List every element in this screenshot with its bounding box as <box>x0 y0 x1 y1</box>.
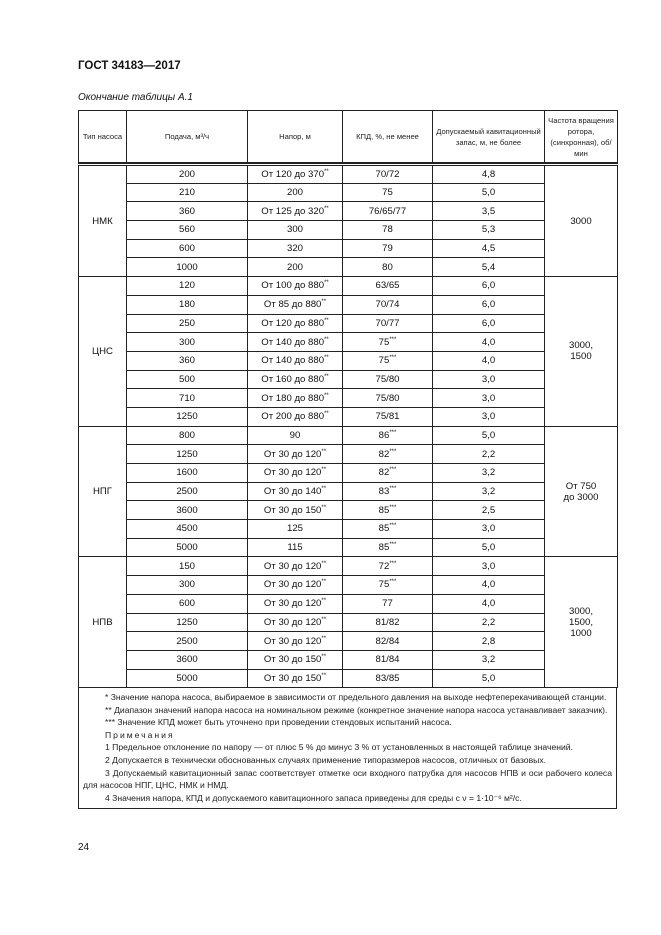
efficiency-cell <box>343 538 433 557</box>
npsh-cell: 4,0 <box>433 576 545 595</box>
efficiency-cell <box>343 389 433 408</box>
head-cell <box>248 669 343 688</box>
flow-cell: 150 <box>127 557 248 576</box>
efficiency-cell <box>343 576 433 595</box>
flow-cell: 120 <box>127 277 248 296</box>
table-caption: Окончание таблицы А.1 <box>78 92 193 103</box>
efficiency-footnote-mark: *** <box>389 429 397 436</box>
head-footnote-mark: ** <box>321 616 327 623</box>
head-cell <box>248 351 343 370</box>
efficiency-value: 85 <box>378 523 390 535</box>
page-number: 24 <box>78 842 90 853</box>
speed-line: 3000, <box>568 605 593 617</box>
npsh-cell: 5,4 <box>433 258 545 277</box>
flow-cell: 560 <box>127 221 248 240</box>
head-value: От 180 до 880 <box>261 392 325 404</box>
head-cell <box>248 464 343 483</box>
head-cell <box>248 594 343 613</box>
table-container <box>78 110 617 809</box>
efficiency-cell <box>343 202 433 221</box>
efficiency-value: 77 <box>382 598 393 610</box>
head-cell <box>248 165 343 184</box>
flow-cell: 1600 <box>127 464 248 483</box>
npsh-cell: 4,5 <box>433 239 545 258</box>
flow-cell: 5000 <box>127 538 248 557</box>
flow-cell: 200 <box>127 165 248 184</box>
efficiency-value: 75/81 <box>375 411 400 423</box>
table-row <box>79 258 618 277</box>
npsh-cell: 3,2 <box>433 464 545 483</box>
flow-cell: 210 <box>127 183 248 202</box>
head-cell <box>248 239 343 258</box>
table-row <box>79 370 618 389</box>
head-footnote-mark: ** <box>324 280 329 287</box>
pump-parameters-table <box>78 110 618 688</box>
speed-line: 1500, <box>568 616 593 628</box>
footnote-1: * Значение напора насоса, выбираемое в зависимости от предельного давления на выходе нефтеперекачивающей станции. <box>105 692 607 703</box>
efficiency-value: 63/65 <box>375 280 400 292</box>
table-row <box>79 594 618 613</box>
npsh-cell: 3,0 <box>433 520 545 539</box>
table-row <box>79 669 618 688</box>
speed-line: 3000 <box>570 215 592 227</box>
npsh-cell: 4,0 <box>433 594 545 613</box>
efficiency-value: 81/82 <box>375 616 400 628</box>
efficiency-value: 85 <box>378 542 390 554</box>
efficiency-cell <box>343 426 433 445</box>
npsh-cell: 4,0 <box>433 333 545 352</box>
npsh-cell: 2,2 <box>433 613 545 632</box>
head-value: От 30 до 150 <box>263 672 322 684</box>
efficiency-value: 70/74 <box>375 299 400 311</box>
efficiency-value: 75 <box>378 579 390 591</box>
efficiency-cell <box>343 650 433 669</box>
efficiency-footnote-mark: *** <box>389 448 397 455</box>
npsh-cell: 3,2 <box>433 482 545 501</box>
efficiency-value: 75/80 <box>375 392 400 404</box>
head-cell <box>248 482 343 501</box>
efficiency-cell <box>343 501 433 520</box>
efficiency-value: 82 <box>378 448 390 460</box>
head-value: От 125 до 320 <box>261 205 325 217</box>
flow-cell: 180 <box>127 295 248 314</box>
head-value: От 30 до 120 <box>263 579 322 591</box>
head-value: От 30 до 150 <box>263 654 322 666</box>
head-value: От 200 до 880 <box>261 411 325 423</box>
note-2: 2 Допускается в технически обоснованных случаях применение типоразмеров насосов, отличных от базовых. <box>105 754 546 765</box>
table-row <box>79 426 618 445</box>
table-row <box>79 333 618 352</box>
head-footnote-mark: ** <box>324 317 329 324</box>
speed-line: От 750 <box>565 480 597 492</box>
flow-cell: 250 <box>127 314 248 333</box>
head-cell <box>248 314 343 333</box>
table-row <box>79 520 618 539</box>
speed-cell <box>545 426 618 557</box>
flow-cell: 800 <box>127 426 248 445</box>
head-footnote-mark: ** <box>321 560 327 567</box>
efficiency-cell <box>343 445 433 464</box>
head-cell <box>248 202 343 221</box>
efficiency-value: 70/77 <box>375 317 400 329</box>
efficiency-value: 70/72 <box>375 168 400 180</box>
table-row <box>79 165 618 184</box>
head-footnote-mark: ** <box>324 392 329 399</box>
head-footnote-mark: ** <box>321 298 327 305</box>
head-cell <box>248 520 343 539</box>
efficiency-cell <box>343 221 433 240</box>
head-cell <box>248 370 343 389</box>
head-value: От 100 до 880 <box>261 280 325 292</box>
flow-cell: 710 <box>127 389 248 408</box>
table-notes <box>78 688 617 809</box>
table-row <box>79 277 618 296</box>
head-cell <box>248 650 343 669</box>
table-row <box>79 482 618 501</box>
head-footnote-mark: ** <box>321 597 327 604</box>
npsh-cell: 4,8 <box>433 165 545 184</box>
efficiency-cell <box>343 333 433 352</box>
pump-type-cell: ЦНС <box>79 277 127 427</box>
efficiency-cell <box>343 594 433 613</box>
npsh-cell: 6,0 <box>433 277 545 296</box>
table-row <box>79 557 618 576</box>
efficiency-footnote-mark: *** <box>389 523 397 530</box>
flow-cell: 2500 <box>127 482 248 501</box>
head-footnote-mark: ** <box>321 579 327 586</box>
flow-cell: 500 <box>127 370 248 389</box>
head-cell <box>248 538 343 557</box>
efficiency-cell <box>343 613 433 632</box>
head-value: От 160 до 880 <box>261 373 325 385</box>
table-row <box>79 295 618 314</box>
head-cell <box>248 501 343 520</box>
head-footnote-mark: ** <box>321 485 327 492</box>
head-footnote-mark: ** <box>321 467 327 474</box>
npsh-cell: 2,2 <box>433 445 545 464</box>
efficiency-footnote-mark: *** <box>389 560 397 567</box>
efficiency-footnote-mark: *** <box>389 579 397 586</box>
head-cell <box>248 221 343 240</box>
efficiency-footnote-mark: *** <box>389 541 397 548</box>
column-header-type: Тип насоса <box>79 111 127 163</box>
npsh-cell: 5,0 <box>433 183 545 202</box>
npsh-cell: 3,5 <box>433 202 545 221</box>
efficiency-footnote-mark: *** <box>389 355 397 362</box>
efficiency-cell <box>343 370 433 389</box>
npsh-cell: 3,0 <box>433 370 545 389</box>
speed-line: 1000 <box>570 627 592 639</box>
head-cell <box>248 258 343 277</box>
head-value: 320 <box>286 243 303 255</box>
efficiency-value: 76/65/77 <box>368 205 407 217</box>
head-value: 90 <box>289 429 301 441</box>
head-value: От 30 до 120 <box>263 616 322 628</box>
npsh-cell: 5,0 <box>433 426 545 445</box>
speed-cell <box>545 277 618 427</box>
table-body <box>79 165 618 688</box>
efficiency-cell <box>343 407 433 426</box>
head-cell <box>248 333 343 352</box>
head-footnote-mark: ** <box>324 168 329 175</box>
table-row <box>79 632 618 651</box>
efficiency-cell <box>343 258 433 277</box>
efficiency-cell <box>343 239 433 258</box>
efficiency-value: 80 <box>382 261 393 273</box>
efficiency-footnote-mark: *** <box>389 467 397 474</box>
flow-cell: 2500 <box>127 632 248 651</box>
efficiency-value: 75 <box>378 336 390 348</box>
head-footnote-mark: ** <box>321 448 327 455</box>
efficiency-cell <box>343 351 433 370</box>
npsh-cell: 3,0 <box>433 389 545 408</box>
head-cell <box>248 295 343 314</box>
head-cell <box>248 426 343 445</box>
column-header-speed: Частота вращения ротора, (синхронная), об/мин <box>545 111 618 163</box>
head-value: От 140 до 880 <box>261 336 325 348</box>
head-value: От 120 до 880 <box>261 317 325 329</box>
note-3: 3 Допускаемый кавитационный запас соответствует отметке оси входного патрубка для насосов НПВ и оси рабочего колеса для насосов НПГ, ЦНС, НМК и НМД. <box>83 767 612 791</box>
efficiency-cell <box>343 632 433 651</box>
efficiency-value: 78 <box>382 224 393 236</box>
note-1: 1 Предельное отклонение по напору — от плюс 5 % до минус 3 % от установленных в настоящей таблице значений. <box>105 742 573 753</box>
head-value: 125 <box>286 523 303 535</box>
head-value: 115 <box>287 542 303 554</box>
npsh-cell: 5,3 <box>433 221 545 240</box>
table-row <box>79 389 618 408</box>
speed-line: 1500 <box>570 351 592 363</box>
table-row <box>79 464 618 483</box>
efficiency-cell <box>343 314 433 333</box>
flow-cell: 300 <box>127 576 248 595</box>
head-value: От 30 до 150 <box>263 504 322 516</box>
efficiency-cell <box>343 165 433 184</box>
table-row <box>79 613 618 632</box>
table-row <box>79 576 618 595</box>
flow-cell: 3600 <box>127 501 248 520</box>
head-footnote-mark: ** <box>321 654 327 661</box>
head-cell <box>248 632 343 651</box>
head-cell <box>248 576 343 595</box>
head-value: От 30 до 120 <box>263 467 322 479</box>
efficiency-value: 81/84 <box>375 654 400 666</box>
efficiency-value: 82 <box>378 467 390 479</box>
npsh-cell: 4,0 <box>433 351 545 370</box>
flow-cell: 1250 <box>127 445 248 464</box>
head-footnote-mark: ** <box>324 205 329 212</box>
efficiency-value: 82/84 <box>375 635 400 647</box>
efficiency-cell <box>343 482 433 501</box>
note-4: 4 Значения напора, КПД и допускаемого кавитационного запаса приведены для среды с ν = 1·10⁻⁶ м²/с. <box>105 792 522 803</box>
head-footnote-mark: ** <box>324 355 329 362</box>
head-value: 200 <box>286 261 303 273</box>
flow-cell: 4500 <box>127 520 248 539</box>
efficiency-cell <box>343 520 433 539</box>
table-row <box>79 650 618 669</box>
efficiency-footnote-mark: *** <box>389 336 397 343</box>
flow-cell: 5000 <box>127 669 248 688</box>
column-header-flow: Подача, м³/ч <box>127 111 248 163</box>
efficiency-value: 75 <box>378 355 390 367</box>
flow-cell: 600 <box>127 594 248 613</box>
npsh-cell: 6,0 <box>433 295 545 314</box>
flow-cell: 600 <box>127 239 248 258</box>
table-row <box>79 501 618 520</box>
head-cell <box>248 277 343 296</box>
head-value: От 30 до 120 <box>263 448 322 460</box>
efficiency-value: 79 <box>382 243 393 255</box>
npsh-cell: 5,0 <box>433 538 545 557</box>
table-row <box>79 183 618 202</box>
speed-line: до 3000 <box>563 491 599 503</box>
head-cell <box>248 557 343 576</box>
head-cell <box>248 389 343 408</box>
head-value: От 85 до 880 <box>263 299 322 311</box>
head-cell <box>248 183 343 202</box>
head-cell <box>248 445 343 464</box>
head-cell <box>248 613 343 632</box>
speed-cell <box>545 557 618 688</box>
table-row <box>79 239 618 258</box>
flow-cell: 360 <box>127 202 248 221</box>
efficiency-value: 85 <box>378 504 390 516</box>
pump-type-cell: НМК <box>79 165 127 277</box>
table-row <box>79 445 618 464</box>
npsh-cell: 6,0 <box>433 314 545 333</box>
head-value: От 30 до 140 <box>263 486 322 498</box>
table-row <box>79 221 618 240</box>
head-footnote-mark: ** <box>324 373 329 380</box>
head-footnote-mark: ** <box>321 635 327 642</box>
document-header: ГОСТ 34183—2017 <box>78 60 181 72</box>
head-footnote-mark: ** <box>324 411 329 418</box>
efficiency-cell <box>343 277 433 296</box>
efficiency-cell <box>343 464 433 483</box>
flow-cell: 300 <box>127 333 248 352</box>
npsh-cell: 3,0 <box>433 407 545 426</box>
npsh-cell: 2,5 <box>433 501 545 520</box>
head-value: От 30 до 120 <box>263 598 322 610</box>
footnote-3: *** Значение КПД может быть уточнено при проведении стендовых испытаний насоса. <box>105 717 452 728</box>
speed-line: 3000, <box>568 340 593 352</box>
notes-title: Примечания <box>105 729 175 740</box>
efficiency-cell <box>343 557 433 576</box>
efficiency-value: 86 <box>378 429 390 441</box>
efficiency-value: 75 <box>382 187 393 199</box>
table-row <box>79 351 618 370</box>
head-value: От 140 до 880 <box>261 355 325 367</box>
efficiency-value: 83/85 <box>375 672 400 684</box>
table-row <box>79 538 618 557</box>
pump-type-cell: НПВ <box>79 557 127 688</box>
table-row <box>79 202 618 221</box>
table-row <box>79 314 618 333</box>
npsh-cell: 5,0 <box>433 669 545 688</box>
flow-cell: 1250 <box>127 407 248 426</box>
efficiency-footnote-mark: *** <box>389 504 397 511</box>
speed-cell <box>545 165 618 277</box>
pump-type-cell: НПГ <box>79 426 127 557</box>
column-header-head: Напор, м <box>248 111 343 163</box>
column-header-efficiency: КПД, %, не менее <box>343 111 433 163</box>
npsh-cell: 2,8 <box>433 632 545 651</box>
efficiency-value: 72 <box>378 560 390 572</box>
npsh-cell: 3,0 <box>433 557 545 576</box>
table-row <box>79 407 618 426</box>
head-cell <box>248 407 343 426</box>
efficiency-footnote-mark: *** <box>389 485 397 492</box>
efficiency-value: 83 <box>378 486 390 498</box>
flow-cell: 3600 <box>127 650 248 669</box>
flow-cell: 1250 <box>127 613 248 632</box>
flow-cell: 360 <box>127 351 248 370</box>
efficiency-value: 75/80 <box>375 373 400 385</box>
footnote-2: ** Диапазон значений напора насоса на номинальном режиме (конкретное значение напора насоса устанавливает заказчик). <box>105 704 608 715</box>
head-value: 300 <box>286 224 303 236</box>
head-value: От 120 до 370 <box>261 168 325 180</box>
efficiency-cell <box>343 295 433 314</box>
npsh-cell: 3,2 <box>433 650 545 669</box>
head-value: От 30 до 120 <box>263 560 322 572</box>
head-footnote-mark: ** <box>321 672 327 679</box>
head-footnote-mark: ** <box>324 336 329 343</box>
head-footnote-mark: ** <box>321 504 327 511</box>
efficiency-cell <box>343 669 433 688</box>
head-value: От 30 до 120 <box>263 635 322 647</box>
efficiency-cell <box>343 183 433 202</box>
head-value: 200 <box>286 187 303 199</box>
column-header-npsh: Допускаемый кавитационный запас, м, не более <box>433 111 545 163</box>
flow-cell: 1000 <box>127 258 248 277</box>
